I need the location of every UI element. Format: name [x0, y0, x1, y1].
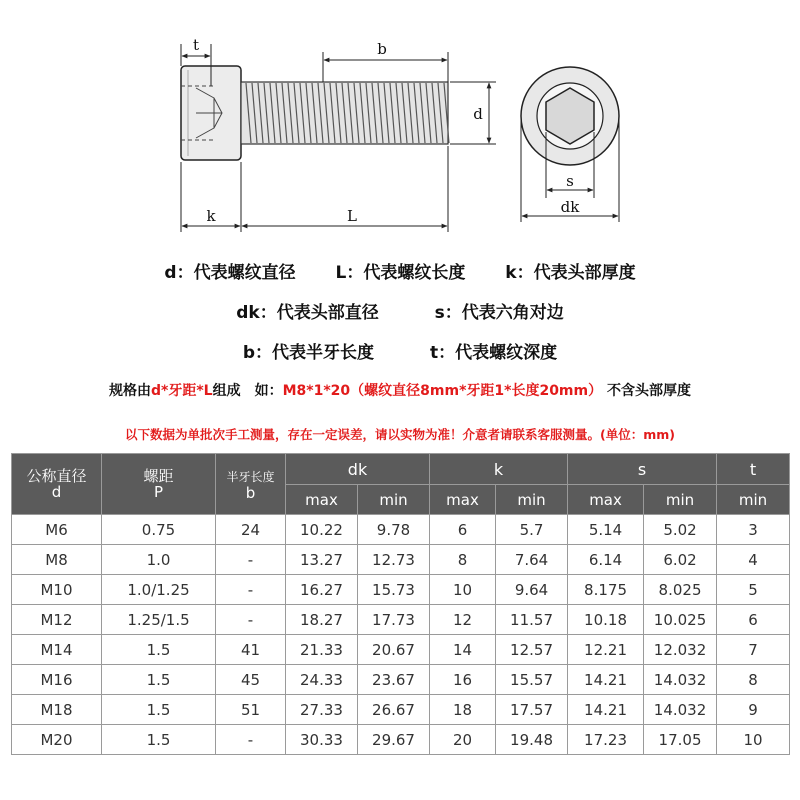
table-cell: 5.02 [644, 515, 717, 545]
table-cell: 45 [216, 665, 286, 695]
table-cell: 18.27 [286, 605, 358, 635]
table-cell: 10.18 [568, 605, 644, 635]
table-cell: 6.14 [568, 545, 644, 575]
table-cell: 1.5 [102, 725, 216, 755]
dim-label-d: d [473, 105, 483, 123]
table-cell: 8.025 [644, 575, 717, 605]
dim-label-k: k [206, 207, 216, 225]
spec-example: M8*1*20（螺纹直径8mm*牙距1*长度20mm） [282, 383, 603, 399]
table-cell: 9 [717, 695, 790, 725]
threaded-shank [241, 82, 449, 144]
table-cell: M18 [12, 695, 102, 725]
table-cell: - [216, 575, 286, 605]
table-cell: - [216, 545, 286, 575]
table-cell: 17.73 [358, 605, 430, 635]
table-cell: 5.14 [568, 515, 644, 545]
table-cell: 17.57 [496, 695, 568, 725]
th-t: t [717, 454, 790, 485]
th-dk: dk [286, 454, 430, 485]
table-cell: 17.05 [644, 725, 717, 755]
th-pitch: 螺距 P [102, 454, 216, 515]
table-cell: 12 [430, 605, 496, 635]
dim-label-L: L [347, 207, 357, 225]
legend-s: s：代表六角对边 [434, 303, 564, 323]
table-cell: 6 [717, 605, 790, 635]
table-cell: - [216, 605, 286, 635]
table-cell: 15.73 [358, 575, 430, 605]
spec-suffix: 不含头部厚度 [606, 383, 691, 399]
table-cell: M6 [12, 515, 102, 545]
legend-row-2 [0, 298, 800, 323]
table-cell: 10 [430, 575, 496, 605]
spec-table [11, 453, 790, 755]
table-row [12, 665, 790, 695]
table-cell: M12 [12, 605, 102, 635]
table-row [12, 725, 790, 755]
th-dk-max: max [286, 485, 358, 515]
table-cell: 1.0 [102, 545, 216, 575]
table-cell: 21.33 [286, 635, 358, 665]
table-cell: 10.025 [644, 605, 717, 635]
screw-head-top [521, 67, 619, 165]
table-cell: 1.5 [102, 635, 216, 665]
spec-formula: d*牙距*L [151, 383, 213, 399]
th-s-min: min [644, 485, 717, 515]
table-row [12, 515, 790, 545]
measurement-notice: 以下数据为单批次手工测量，存在一定误差，请以实物为准！介意者请联系客服测量。(单位：mm) [125, 427, 675, 442]
table-row [12, 575, 790, 605]
table-row [12, 545, 790, 575]
table-cell: 13.27 [286, 545, 358, 575]
table-cell: 11.57 [496, 605, 568, 635]
table-cell: M20 [12, 725, 102, 755]
table-cell: 0.75 [102, 515, 216, 545]
table-cell: 9.64 [496, 575, 568, 605]
table-cell: 8 [430, 545, 496, 575]
legend-row-3 [0, 338, 800, 363]
legend-L: L：代表螺纹长度 [335, 263, 466, 283]
th-dk-min: min [358, 485, 430, 515]
th-s: s [568, 454, 717, 485]
table-cell: M16 [12, 665, 102, 695]
table-cell: 14 [430, 635, 496, 665]
table-cell: 5 [717, 575, 790, 605]
table-cell: 12.032 [644, 635, 717, 665]
table-cell: 19.48 [496, 725, 568, 755]
table-cell: 18 [430, 695, 496, 725]
table-cell: 3 [717, 515, 790, 545]
table-cell: 6.02 [644, 545, 717, 575]
table-cell: 10.22 [286, 515, 358, 545]
table-cell: M10 [12, 575, 102, 605]
table-cell: 27.33 [286, 695, 358, 725]
table-cell: 14.032 [644, 665, 717, 695]
table-row [12, 635, 790, 665]
table-cell: 16 [430, 665, 496, 695]
table-cell: 24.33 [286, 665, 358, 695]
th-nominal-diameter: 公称直径 d [12, 454, 102, 515]
table-cell: 5.7 [496, 515, 568, 545]
table-cell: 8 [717, 665, 790, 695]
table-cell: 20 [430, 725, 496, 755]
table-cell: 10 [717, 725, 790, 755]
table-cell: 16.27 [286, 575, 358, 605]
dim-label-dk: dk [560, 198, 580, 216]
th-k-min: min [496, 485, 568, 515]
table-cell: 7.64 [496, 545, 568, 575]
screw-diagram [0, 0, 800, 240]
table-cell: 23.67 [358, 665, 430, 695]
table-cell: 14.032 [644, 695, 717, 725]
spec-prefix: 规格由 [109, 383, 152, 399]
table-cell: 1.25/1.5 [102, 605, 216, 635]
spec-middle: 组成 如： [212, 383, 283, 399]
table-cell: 26.67 [358, 695, 430, 725]
table-cell: 12.73 [358, 545, 430, 575]
table-cell: 1.5 [102, 665, 216, 695]
legend-t: t：代表螺纹深度 [429, 343, 558, 363]
spec-line [0, 380, 800, 400]
legend-dk: dk：代表头部直径 [236, 303, 379, 323]
table-cell: 9.78 [358, 515, 430, 545]
table-cell: 15.57 [496, 665, 568, 695]
th-s-max: max [568, 485, 644, 515]
table-cell: 7 [717, 635, 790, 665]
th-k: k [430, 454, 568, 485]
table-cell: 8.175 [568, 575, 644, 605]
table-row [12, 695, 790, 725]
table-cell: 12.21 [568, 635, 644, 665]
dim-label-b: b [377, 40, 387, 58]
table-cell: 20.67 [358, 635, 430, 665]
table-cell: 24 [216, 515, 286, 545]
table-cell: 30.33 [286, 725, 358, 755]
table-cell: 14.21 [568, 665, 644, 695]
table-cell: 29.67 [358, 725, 430, 755]
table-cell: 17.23 [568, 725, 644, 755]
th-t-min: min [717, 485, 790, 515]
dim-label-t: t [192, 36, 200, 54]
table-cell: 14.21 [568, 695, 644, 725]
table-cell: M14 [12, 635, 102, 665]
table-cell: 41 [216, 635, 286, 665]
th-half-thread: 半牙长度 b [216, 454, 286, 515]
table-cell: 1.0/1.25 [102, 575, 216, 605]
table-row [12, 605, 790, 635]
table-cell: 51 [216, 695, 286, 725]
table-cell: 12.57 [496, 635, 568, 665]
table-cell: 4 [717, 545, 790, 575]
legend-d: d：代表螺纹直径 [164, 263, 296, 283]
table-cell: 6 [430, 515, 496, 545]
legend-row-1 [0, 258, 800, 283]
th-k-max: max [430, 485, 496, 515]
legend-k: k：代表头部厚度 [505, 263, 636, 283]
legend-b: b：代表半牙长度 [242, 343, 375, 363]
table-cell: - [216, 725, 286, 755]
table-cell: M8 [12, 545, 102, 575]
table-cell: 1.5 [102, 695, 216, 725]
dim-label-s: s [566, 172, 574, 190]
